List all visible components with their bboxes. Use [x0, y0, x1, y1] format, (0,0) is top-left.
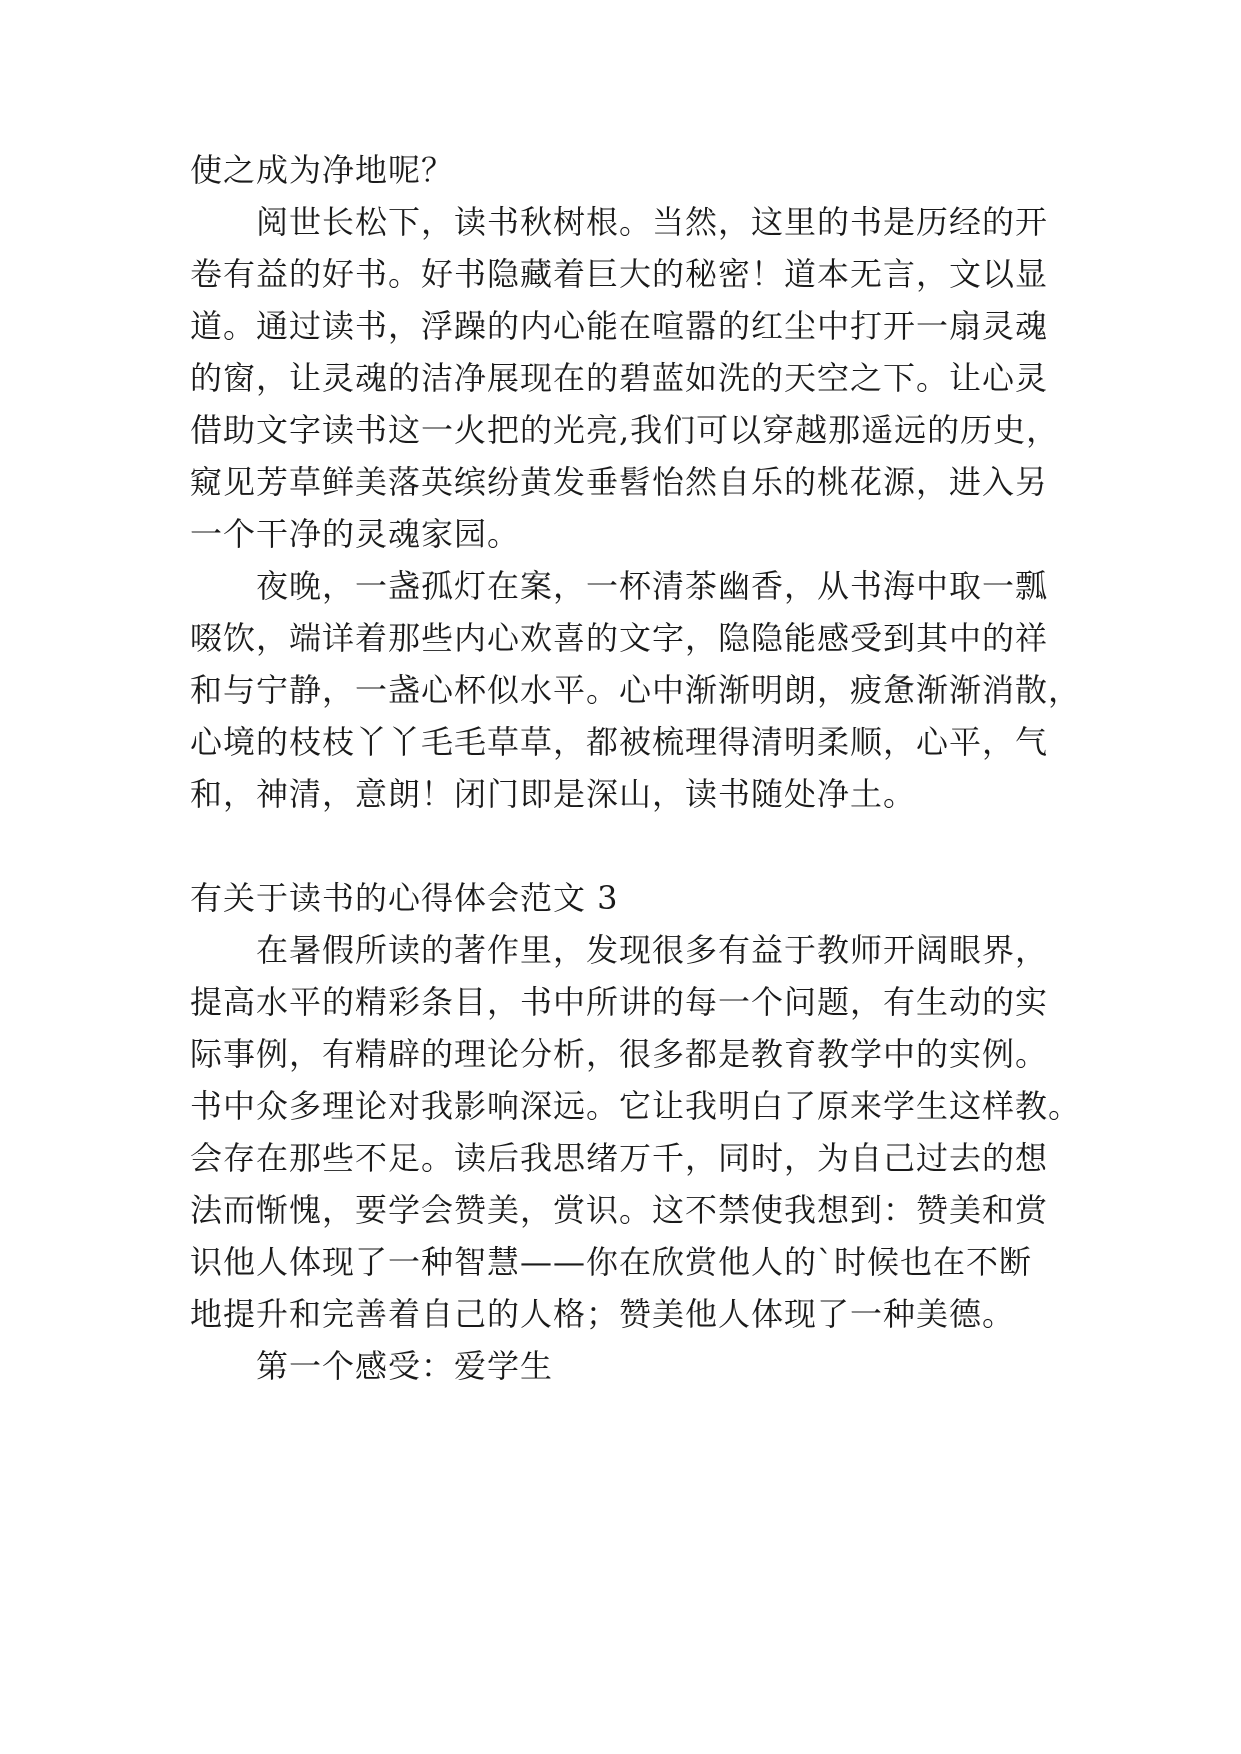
- section-heading: 有关于读书的心得体会范文 3: [190, 879, 619, 917]
- text-line: 和与宁静，一盏心杯似水平。心中渐渐明朗，疲惫渐渐消散，: [190, 671, 1082, 709]
- text-line: 地提升和完善着自己的人格；赞美他人体现了一种美德。: [190, 1295, 1016, 1333]
- text-line: 书中众多理论对我影响深远。它让我明白了原来学生这样教。: [190, 1087, 1082, 1125]
- paragraph-first-line: 阅世长松下，读书秋树根。当然，这里的书是历经的开: [256, 203, 1049, 241]
- text-line: 窥见芳草鲜美落英缤纷黄发垂髫怡然自乐的桃花源，进入另: [190, 463, 1049, 501]
- paragraph-first-line: 在暑假所读的著作里，发现很多有益于教师开阔眼界，: [256, 931, 1049, 969]
- text-line: 识他人体现了一种智慧——你在欣赏他人的`时候也在不断: [190, 1243, 1033, 1281]
- text-line: 际事例，有精辟的理论分析，很多都是教育教学中的实例。: [190, 1035, 1049, 1073]
- text-line: 啜饮，端详着那些内心欢喜的文字，隐隐能感受到其中的祥: [190, 619, 1049, 657]
- text-line: 提高水平的精彩条目，书中所讲的每一个问题，有生动的实: [190, 983, 1049, 1021]
- text-line: 和，神清，意朗！闭门即是深山，读书随处净土。: [190, 775, 917, 813]
- text-line: 卷有益的好书。好书隐藏着巨大的秘密！道本无言，文以显: [190, 255, 1049, 293]
- text-line: 会存在那些不足。读后我思绪万千，同时，为自己过去的想: [190, 1139, 1049, 1177]
- text-line: 心境的枝枝丫丫毛毛草草，都被梳理得清明柔顺，心平，气: [190, 723, 1049, 761]
- text-line: 一个干净的灵魂家园。: [190, 515, 521, 553]
- text-line: 的窗，让灵魂的洁净展现在的碧蓝如洗的天空之下。让心灵: [190, 359, 1049, 397]
- text-line: 道。通过读书，浮躁的内心能在喧嚣的红尘中打开一扇灵魂: [190, 307, 1049, 345]
- text-line: 使之成为净地呢？: [190, 151, 455, 189]
- text-line: 法而惭愧，要学会赞美，赏识。这不禁使我想到：赞美和赏: [190, 1191, 1049, 1229]
- subheading-line: 第一个感受：爱学生: [256, 1347, 554, 1385]
- paragraph-first-line: 夜晚，一盏孤灯在案，一杯清茶幽香，从书海中取一瓢: [256, 567, 1049, 605]
- text-line: 借助文字读书这一火把的光亮,我们可以穿越那遥远的历史，: [190, 411, 1060, 449]
